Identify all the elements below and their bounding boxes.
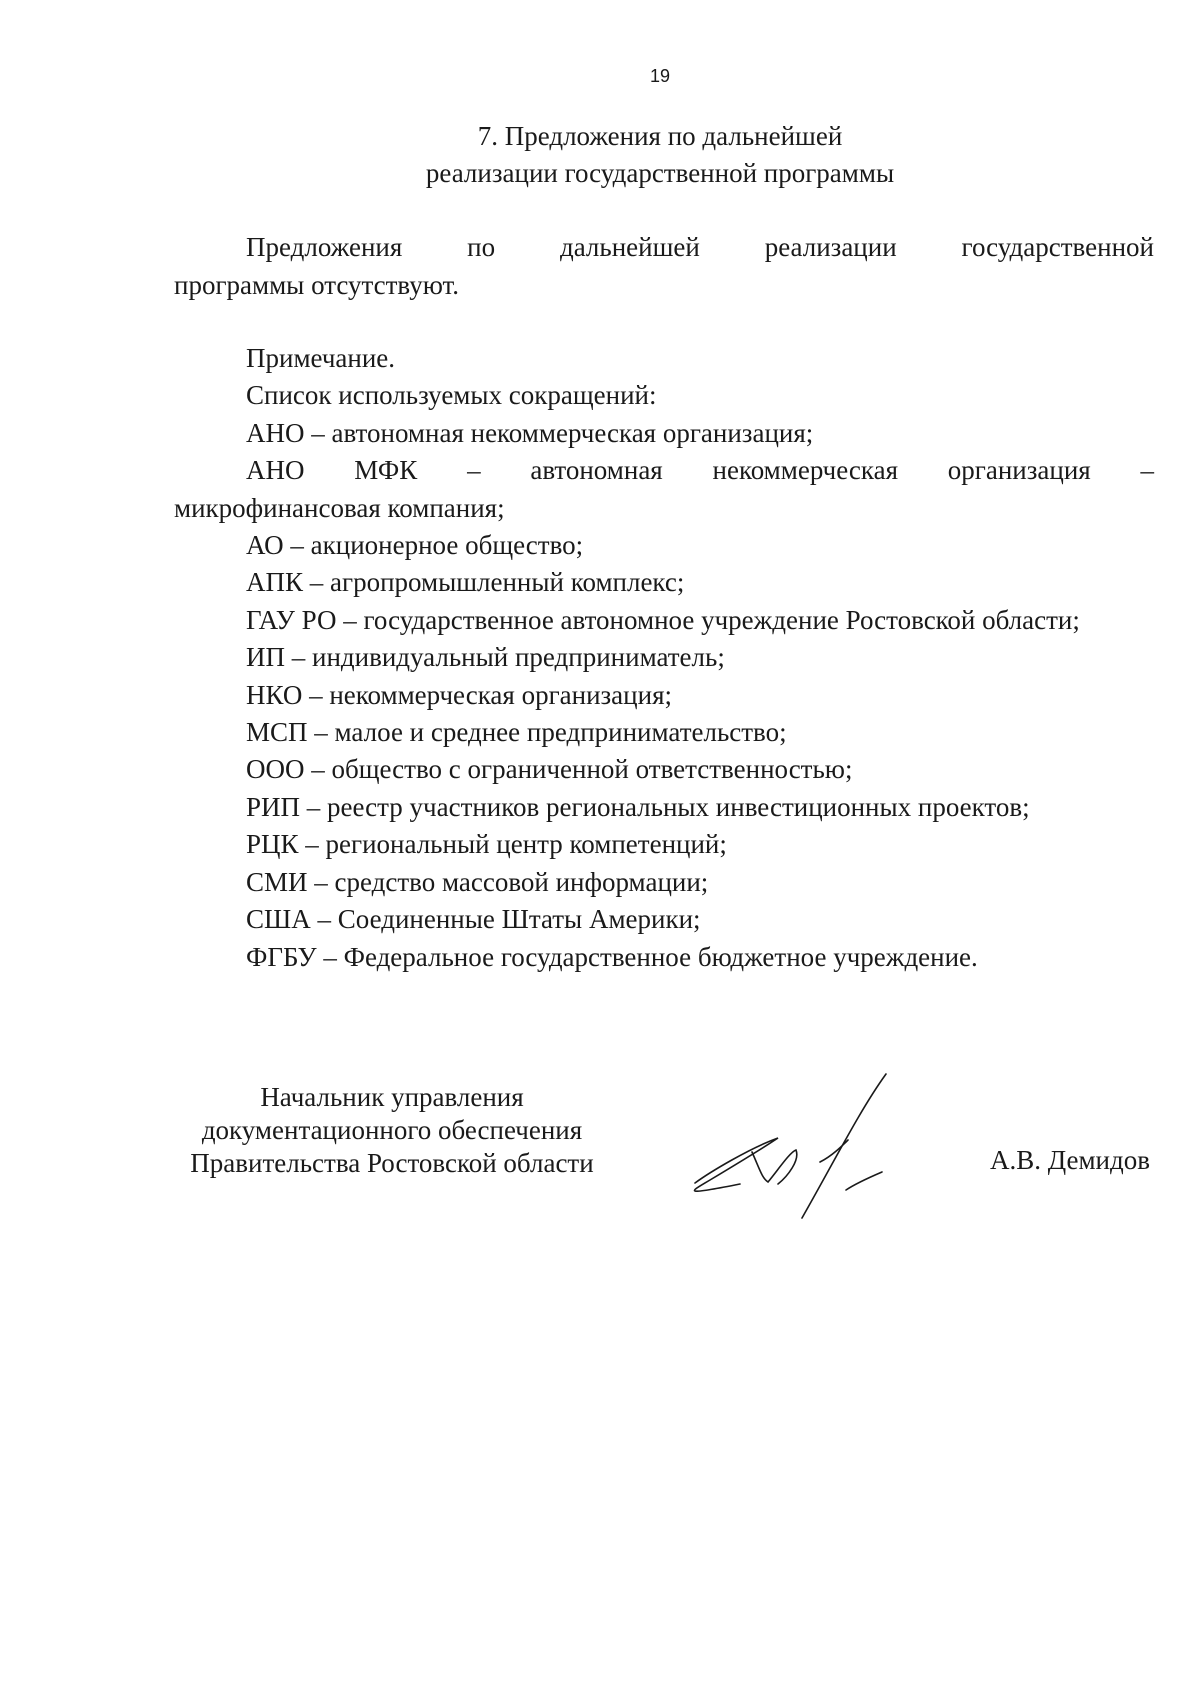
abbreviation-ano-mfk-line1 [246,452,1154,489]
signatory-title [172,1081,612,1180]
note-section [174,340,1154,976]
abbrev-word: АНО [246,455,305,486]
proposal-line1 [246,228,1154,266]
note-title: Примечание. [246,343,396,373]
abbreviation-item: НКО – некоммерческая организация; [246,679,672,710]
abbrev-word: – [1140,455,1154,486]
handwritten-signature [650,1060,930,1230]
signatory-title-line3: Правительства Ростовской области [190,1148,594,1178]
abbreviation-item: ООО – общество с ограниченной ответственностью; [246,754,853,785]
abbreviation-item: АПК – агропромышленный комплекс; [246,567,685,598]
abbreviation-item: ИП – индивидуальный предприниматель; [246,642,725,673]
abbrev-word: организация [947,455,1091,486]
section-heading-line2: реализации государственной программы [425,158,895,188]
signatory-title-line1: Начальник управления [260,1082,524,1112]
abbrev-word: некоммерческая [712,455,898,486]
abbreviation-item: МСП – малое и среднее предпринимательство; [246,717,787,748]
abbreviation-item: ФГБУ – Федеральное государственное бюджетное учреждение. [246,941,978,972]
proposal-paragraph [174,228,1154,304]
abbreviation-ano-mfk-line2: микрофинансовая компания; [174,492,505,523]
abbreviation-item: АО – акционерное общество; [246,530,584,561]
page-number: 19 [649,66,671,86]
abbrev-word: МФК [354,455,418,486]
proposal-word: государственной [961,232,1154,262]
proposal-word: по [467,232,496,262]
proposal-word: Предложения [246,232,403,262]
abbreviation-item: СМИ – средство массовой информации; [246,866,709,897]
abbreviation-item: РИП – реестр участников региональных инвестиционных проектов; [246,791,1030,822]
proposal-word: реализации [764,232,897,262]
abbreviation-item: ГАУ РО – государственное автономное учреждение Ростовской области; [246,604,1080,635]
proposal-word: дальнейшей [559,232,700,262]
signatory-title-line2: документационного обеспечения [201,1115,583,1145]
signer-name: А.В. Демидов [989,1145,1150,1175]
abbrev-word: – [467,455,481,486]
abbreviation-item: США – Соединенные Штаты Америки; [246,904,701,935]
section-heading-line1: 7. Предложения по дальнейшей [477,121,843,151]
abbreviation-ano: АНО – автономная некоммерческая организация; [246,417,814,448]
note-subtitle: Список используемых сокращений: [246,380,657,411]
proposal-line2: программы отсутствуют. [174,270,460,300]
abbreviation-item: РЦК – региональный центр компетенций; [246,829,727,860]
section-heading [0,118,1200,192]
abbrev-word: автономная [530,455,663,486]
